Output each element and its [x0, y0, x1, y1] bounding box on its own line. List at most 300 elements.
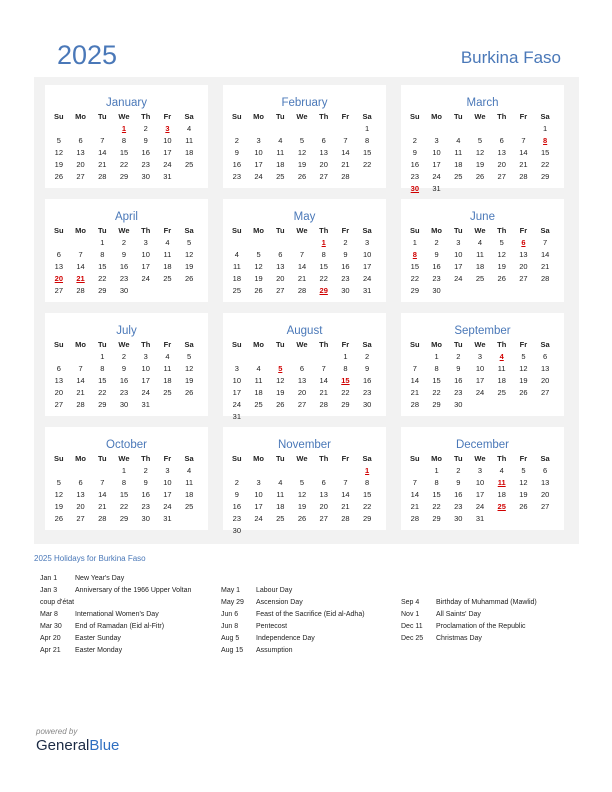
empty-cell — [404, 123, 426, 135]
holiday-day: 8 — [543, 136, 548, 145]
weekday-header: Th — [141, 340, 151, 349]
holiday-date: Jan 3 — [40, 587, 58, 594]
day-cell: 18 — [163, 262, 172, 271]
holiday-row — [221, 621, 365, 633]
day-cell: 7 — [412, 478, 417, 487]
day-cell: 12 — [254, 262, 263, 271]
day-cell: 11 — [276, 490, 285, 499]
holiday-date: Apr 20 — [40, 635, 61, 642]
day-cell: 30 — [232, 526, 242, 535]
weekday-header: We — [474, 340, 486, 349]
day-cell: 14 — [410, 376, 420, 385]
day-cell: 4 — [499, 466, 504, 475]
day-cell: 15 — [319, 262, 328, 271]
holiday-date: Dec 25 — [401, 635, 424, 642]
empty-cell — [226, 351, 248, 363]
day-cell: 24 — [163, 160, 172, 169]
empty-cell — [291, 237, 313, 249]
day-cell: 19 — [297, 160, 307, 169]
day-cell: 21 — [410, 388, 420, 397]
day-cell: 21 — [341, 502, 350, 511]
day-cell: 5 — [521, 352, 526, 361]
day-cell: 28 — [410, 400, 420, 409]
day-cell: 6 — [278, 250, 283, 259]
day-cell: 8 — [434, 364, 439, 373]
weekday-header: Th — [497, 454, 507, 463]
day-cell: 7 — [78, 364, 83, 373]
day-cell: 14 — [76, 376, 85, 385]
day-cell: 1 — [412, 238, 417, 247]
holiday-day: 4 — [499, 352, 504, 361]
day-cell: 25 — [254, 400, 263, 409]
day-cell: 23 — [119, 274, 129, 283]
weekday-header: Su — [410, 112, 420, 121]
weekday-header: Th — [319, 226, 329, 235]
empty-cell — [404, 351, 426, 363]
day-cell: 3 — [365, 238, 370, 247]
holiday-name: Christmas Day — [436, 635, 482, 642]
month-grid — [226, 339, 378, 423]
day-cell: 2 — [365, 352, 370, 361]
holiday-day: 11 — [497, 478, 506, 487]
day-cell: 18 — [497, 490, 506, 499]
weekday-header: Tu — [453, 226, 463, 235]
day-cell: 17 — [454, 262, 463, 271]
day-cell: 23 — [432, 274, 441, 283]
day-cell: 19 — [497, 262, 506, 271]
weekday-header: Su — [54, 454, 64, 463]
day-cell: 24 — [454, 274, 463, 283]
weekday-header: Fr — [519, 112, 528, 121]
weekday-header: Tu — [97, 226, 107, 235]
day-cell: 13 — [519, 250, 528, 259]
empty-cell — [404, 465, 426, 477]
day-cell: 16 — [362, 376, 372, 385]
day-cell: 19 — [297, 502, 307, 511]
day-cell: 7 — [343, 136, 348, 145]
day-cell: 9 — [434, 250, 439, 259]
day-cell: 9 — [143, 478, 148, 487]
day-cell: 26 — [297, 172, 307, 181]
weekday-header: Mo — [75, 112, 86, 121]
day-cell: 3 — [256, 136, 261, 145]
holiday-row — [221, 585, 365, 597]
day-cell: 8 — [343, 364, 348, 373]
day-cell: 14 — [519, 148, 528, 157]
day-cell: 14 — [297, 262, 307, 271]
holiday-date: Mar 30 — [40, 623, 62, 630]
day-cell: 20 — [319, 502, 328, 511]
day-cell: 27 — [76, 514, 85, 523]
weekday-header: Sa — [184, 340, 194, 349]
month-january — [45, 85, 208, 188]
day-cell: 30 — [454, 514, 463, 523]
empty-cell — [313, 123, 335, 135]
day-cell: 26 — [184, 274, 194, 283]
day-cell: 5 — [477, 136, 483, 145]
day-cell: 25 — [276, 172, 285, 181]
holiday-row — [401, 609, 537, 621]
day-cell: 16 — [232, 502, 242, 511]
day-cell: 4 — [234, 250, 239, 259]
empty-cell — [91, 465, 113, 477]
month-name: September — [454, 325, 511, 337]
weekday-header: Sa — [362, 454, 372, 463]
weekday-header: Su — [410, 454, 420, 463]
day-cell: 31 — [163, 172, 172, 181]
day-cell: 4 — [256, 364, 261, 373]
day-cell: 10 — [475, 478, 485, 487]
day-cell: 2 — [456, 466, 461, 475]
day-cell: 30 — [119, 286, 129, 295]
holiday-date: Jun 6 — [221, 611, 239, 618]
holiday-row — [40, 609, 191, 621]
empty-cell — [269, 237, 291, 249]
day-cell: 29 — [119, 514, 129, 523]
weekday-header: Fr — [341, 112, 350, 121]
weekday-header: Fr — [163, 226, 172, 235]
holiday-day: 30 — [410, 184, 420, 193]
day-cell: 10 — [163, 478, 172, 487]
holiday-date: Jan 1 — [40, 575, 58, 582]
day-cell: 10 — [141, 250, 150, 259]
day-cell: 15 — [362, 148, 372, 157]
weekday-header: Sa — [540, 112, 550, 121]
holiday-name: Proclamation of the Republic — [436, 623, 526, 630]
day-cell: 22 — [98, 274, 107, 283]
day-cell: 16 — [119, 376, 129, 385]
day-cell: 2 — [143, 124, 148, 133]
holiday-name: End of Ramadan (Eid al-Fitr) — [75, 623, 165, 630]
day-cell: 7 — [521, 136, 526, 145]
day-cell: 26 — [254, 286, 263, 295]
day-cell: 17 — [254, 160, 263, 169]
brand-logo — [36, 727, 119, 754]
day-cell: 17 — [432, 160, 441, 169]
holiday-date: May 29 — [221, 599, 244, 606]
month-grid — [48, 225, 200, 297]
holiday-row — [40, 597, 191, 609]
day-cell: 9 — [456, 364, 461, 373]
day-cell: 3 — [477, 466, 483, 475]
day-cell: 1 — [365, 124, 370, 133]
day-cell: 26 — [54, 172, 64, 181]
day-cell: 26 — [184, 388, 194, 397]
day-cell: 25 — [232, 286, 242, 295]
day-cell: 26 — [475, 172, 485, 181]
day-cell: 12 — [475, 148, 485, 157]
day-cell: 12 — [297, 148, 307, 157]
day-cell: 16 — [232, 160, 242, 169]
empty-cell — [91, 123, 113, 135]
day-cell: 11 — [454, 148, 463, 157]
day-cell: 31 — [141, 400, 150, 409]
month-june — [401, 199, 564, 302]
holiday-row — [221, 609, 365, 621]
weekday-header: Fr — [341, 340, 350, 349]
weekday-header: Sa — [362, 112, 372, 121]
month-february — [223, 85, 386, 188]
day-cell: 16 — [432, 262, 441, 271]
empty-cell — [269, 465, 291, 477]
day-cell: 19 — [54, 502, 64, 511]
holiday-day: 15 — [341, 376, 350, 385]
day-cell: 14 — [319, 376, 328, 385]
holiday-name: International Women's Day — [75, 611, 159, 618]
day-cell: 22 — [362, 502, 372, 511]
day-cell: 21 — [319, 388, 328, 397]
day-cell: 31 — [475, 514, 485, 523]
day-cell: 6 — [56, 250, 61, 259]
day-cell: 19 — [184, 376, 194, 385]
day-cell: 15 — [98, 376, 107, 385]
day-cell: 10 — [254, 490, 263, 499]
day-cell: 27 — [540, 388, 550, 397]
day-cell: 17 — [232, 388, 242, 397]
month-grid — [226, 111, 378, 183]
day-cell: 5 — [256, 250, 261, 259]
day-cell: 14 — [410, 490, 420, 499]
day-cell: 1 — [343, 352, 348, 361]
weekday-header: Mo — [431, 340, 442, 349]
holiday-date: Aug 15 — [221, 647, 244, 654]
weekday-header: Mo — [253, 454, 264, 463]
holiday-day: 6 — [521, 238, 526, 247]
day-cell: 17 — [141, 376, 150, 385]
day-cell: 18 — [184, 490, 194, 499]
day-cell: 18 — [163, 376, 172, 385]
weekday-header: Mo — [253, 226, 264, 235]
day-cell: 25 — [184, 160, 194, 169]
day-cell: 10 — [362, 250, 372, 259]
day-cell: 19 — [184, 262, 194, 271]
holiday-date: Nov 1 — [401, 611, 420, 618]
day-cell: 20 — [540, 376, 550, 385]
day-cell: 12 — [519, 364, 528, 373]
weekday-header: Th — [497, 340, 507, 349]
day-cell: 7 — [343, 478, 348, 487]
day-cell: 12 — [519, 478, 528, 487]
day-cell: 30 — [141, 514, 150, 523]
month-name: January — [106, 97, 147, 109]
day-cell: 29 — [98, 400, 107, 409]
weekday-header: Mo — [253, 112, 264, 121]
day-cell: 13 — [76, 148, 85, 157]
weekday-header: Fr — [163, 112, 172, 121]
day-cell: 13 — [76, 490, 85, 499]
empty-cell — [269, 123, 291, 135]
day-cell: 24 — [432, 172, 441, 181]
holiday-day: 20 — [54, 274, 64, 283]
day-cell: 25 — [184, 502, 194, 511]
day-cell: 11 — [276, 148, 285, 157]
day-cell: 22 — [119, 502, 129, 511]
month-march — [401, 85, 564, 193]
day-cell: 25 — [475, 274, 485, 283]
weekday-header: Tu — [275, 454, 285, 463]
day-cell: 4 — [278, 478, 283, 487]
day-cell: 14 — [341, 148, 350, 157]
holiday-day: 1 — [121, 124, 127, 133]
month-grid — [404, 225, 556, 297]
empty-cell — [491, 123, 513, 135]
empty-cell — [248, 237, 270, 249]
weekday-header: Fr — [341, 226, 350, 235]
day-cell: 13 — [319, 490, 328, 499]
day-cell: 11 — [254, 376, 263, 385]
day-cell: 23 — [232, 172, 242, 181]
weekday-header: Tu — [275, 226, 285, 235]
day-cell: 18 — [454, 160, 463, 169]
day-cell: 5 — [499, 238, 504, 247]
holiday-name: All Saints' Day — [436, 611, 481, 618]
day-cell: 28 — [297, 286, 307, 295]
day-cell: 28 — [76, 286, 85, 295]
day-cell: 5 — [56, 478, 61, 487]
day-cell: 23 — [362, 388, 372, 397]
day-cell: 7 — [543, 238, 548, 247]
holiday-name: Anniversary of the 1966 Upper Voltan — [75, 587, 192, 594]
day-cell: 29 — [362, 514, 372, 523]
empty-cell — [248, 123, 270, 135]
day-cell: 17 — [163, 490, 172, 499]
day-cell: 5 — [299, 136, 305, 145]
day-cell: 17 — [163, 148, 172, 157]
holiday-column-3 — [401, 597, 537, 645]
day-cell: 16 — [341, 262, 350, 271]
weekday-header: Tu — [275, 340, 285, 349]
day-cell: 4 — [165, 352, 170, 361]
day-cell: 1 — [434, 352, 439, 361]
day-cell: 2 — [121, 238, 127, 247]
day-cell: 14 — [540, 250, 550, 259]
day-cell: 10 — [232, 376, 242, 385]
month-november — [223, 427, 386, 535]
day-cell: 15 — [362, 490, 372, 499]
day-cell: 24 — [475, 502, 485, 511]
month-grid — [48, 339, 200, 411]
day-cell: 8 — [434, 478, 439, 487]
holiday-row — [221, 645, 365, 657]
empty-cell — [335, 465, 357, 477]
day-cell: 24 — [475, 388, 485, 397]
day-cell: 16 — [119, 262, 129, 271]
day-cell: 8 — [321, 250, 326, 259]
weekday-header: Su — [54, 226, 64, 235]
day-cell: 12 — [184, 364, 194, 373]
day-cell: 11 — [185, 136, 194, 145]
holiday-column-2 — [221, 585, 365, 657]
day-cell: 10 — [475, 364, 485, 373]
day-cell: 4 — [165, 238, 170, 247]
day-cell: 21 — [540, 262, 550, 271]
empty-cell — [48, 351, 70, 363]
day-cell: 28 — [341, 172, 350, 181]
weekday-header: Th — [319, 340, 329, 349]
day-cell: 15 — [410, 262, 420, 271]
powered-by-text: powered by — [36, 727, 78, 736]
empty-cell — [248, 351, 270, 363]
day-cell: 6 — [78, 136, 83, 145]
month-july — [45, 313, 208, 416]
day-cell: 22 — [119, 160, 129, 169]
day-cell: 12 — [276, 376, 285, 385]
day-cell: 2 — [456, 352, 461, 361]
day-cell: 23 — [454, 502, 463, 511]
month-september — [401, 313, 564, 416]
holiday-row — [40, 621, 191, 633]
day-cell: 28 — [540, 274, 550, 283]
day-cell: 18 — [475, 262, 485, 271]
day-cell: 1 — [543, 124, 548, 133]
day-cell: 7 — [100, 136, 105, 145]
day-cell: 28 — [76, 400, 85, 409]
empty-cell — [447, 123, 469, 135]
weekday-header: Th — [497, 226, 507, 235]
day-cell: 3 — [165, 466, 170, 475]
empty-cell — [269, 351, 291, 363]
holiday-column-1 — [40, 573, 191, 657]
empty-cell — [291, 123, 313, 135]
month-grid — [48, 111, 200, 183]
weekday-header: Su — [410, 226, 420, 235]
day-cell: 20 — [540, 490, 550, 499]
day-cell: 8 — [100, 250, 105, 259]
empty-cell — [469, 123, 491, 135]
holiday-date: Sep 4 — [401, 599, 420, 606]
day-cell: 22 — [98, 388, 107, 397]
day-cell: 23 — [454, 388, 463, 397]
day-cell: 17 — [254, 502, 263, 511]
day-cell: 30 — [454, 400, 463, 409]
holiday-date: May 1 — [221, 587, 241, 594]
weekday-header: Mo — [431, 454, 442, 463]
day-cell: 9 — [234, 148, 239, 157]
holiday-date: Mar 8 — [40, 611, 58, 618]
day-cell: 29 — [341, 400, 350, 409]
weekday-header: Tu — [453, 340, 463, 349]
weekday-header: Tu — [453, 454, 463, 463]
day-cell: 11 — [497, 364, 506, 373]
empty-cell — [70, 351, 92, 363]
day-cell: 20 — [54, 388, 64, 397]
day-cell: 9 — [456, 478, 461, 487]
day-cell: 2 — [234, 136, 239, 145]
month-grid — [226, 225, 378, 297]
weekday-header: Su — [232, 340, 242, 349]
empty-cell — [313, 351, 335, 363]
weekday-header: Su — [232, 112, 242, 121]
day-cell: 12 — [54, 490, 64, 499]
day-cell: 27 — [540, 502, 550, 511]
brand-name-part2: Blue — [89, 737, 120, 754]
holiday-date: Jun 8 — [221, 623, 239, 630]
holiday-row — [40, 573, 191, 585]
day-cell: 22 — [432, 502, 441, 511]
weekday-header: Tu — [275, 112, 285, 121]
day-cell: 22 — [410, 274, 420, 283]
day-cell: 10 — [141, 364, 150, 373]
weekday-header: Th — [497, 112, 507, 121]
weekday-header: Mo — [253, 340, 264, 349]
holiday-day: 21 — [76, 274, 85, 283]
month-name: March — [466, 97, 499, 109]
day-cell: 26 — [276, 400, 285, 409]
day-cell: 12 — [54, 148, 64, 157]
day-cell: 2 — [143, 466, 148, 475]
day-cell: 24 — [254, 172, 263, 181]
empty-cell — [70, 237, 92, 249]
